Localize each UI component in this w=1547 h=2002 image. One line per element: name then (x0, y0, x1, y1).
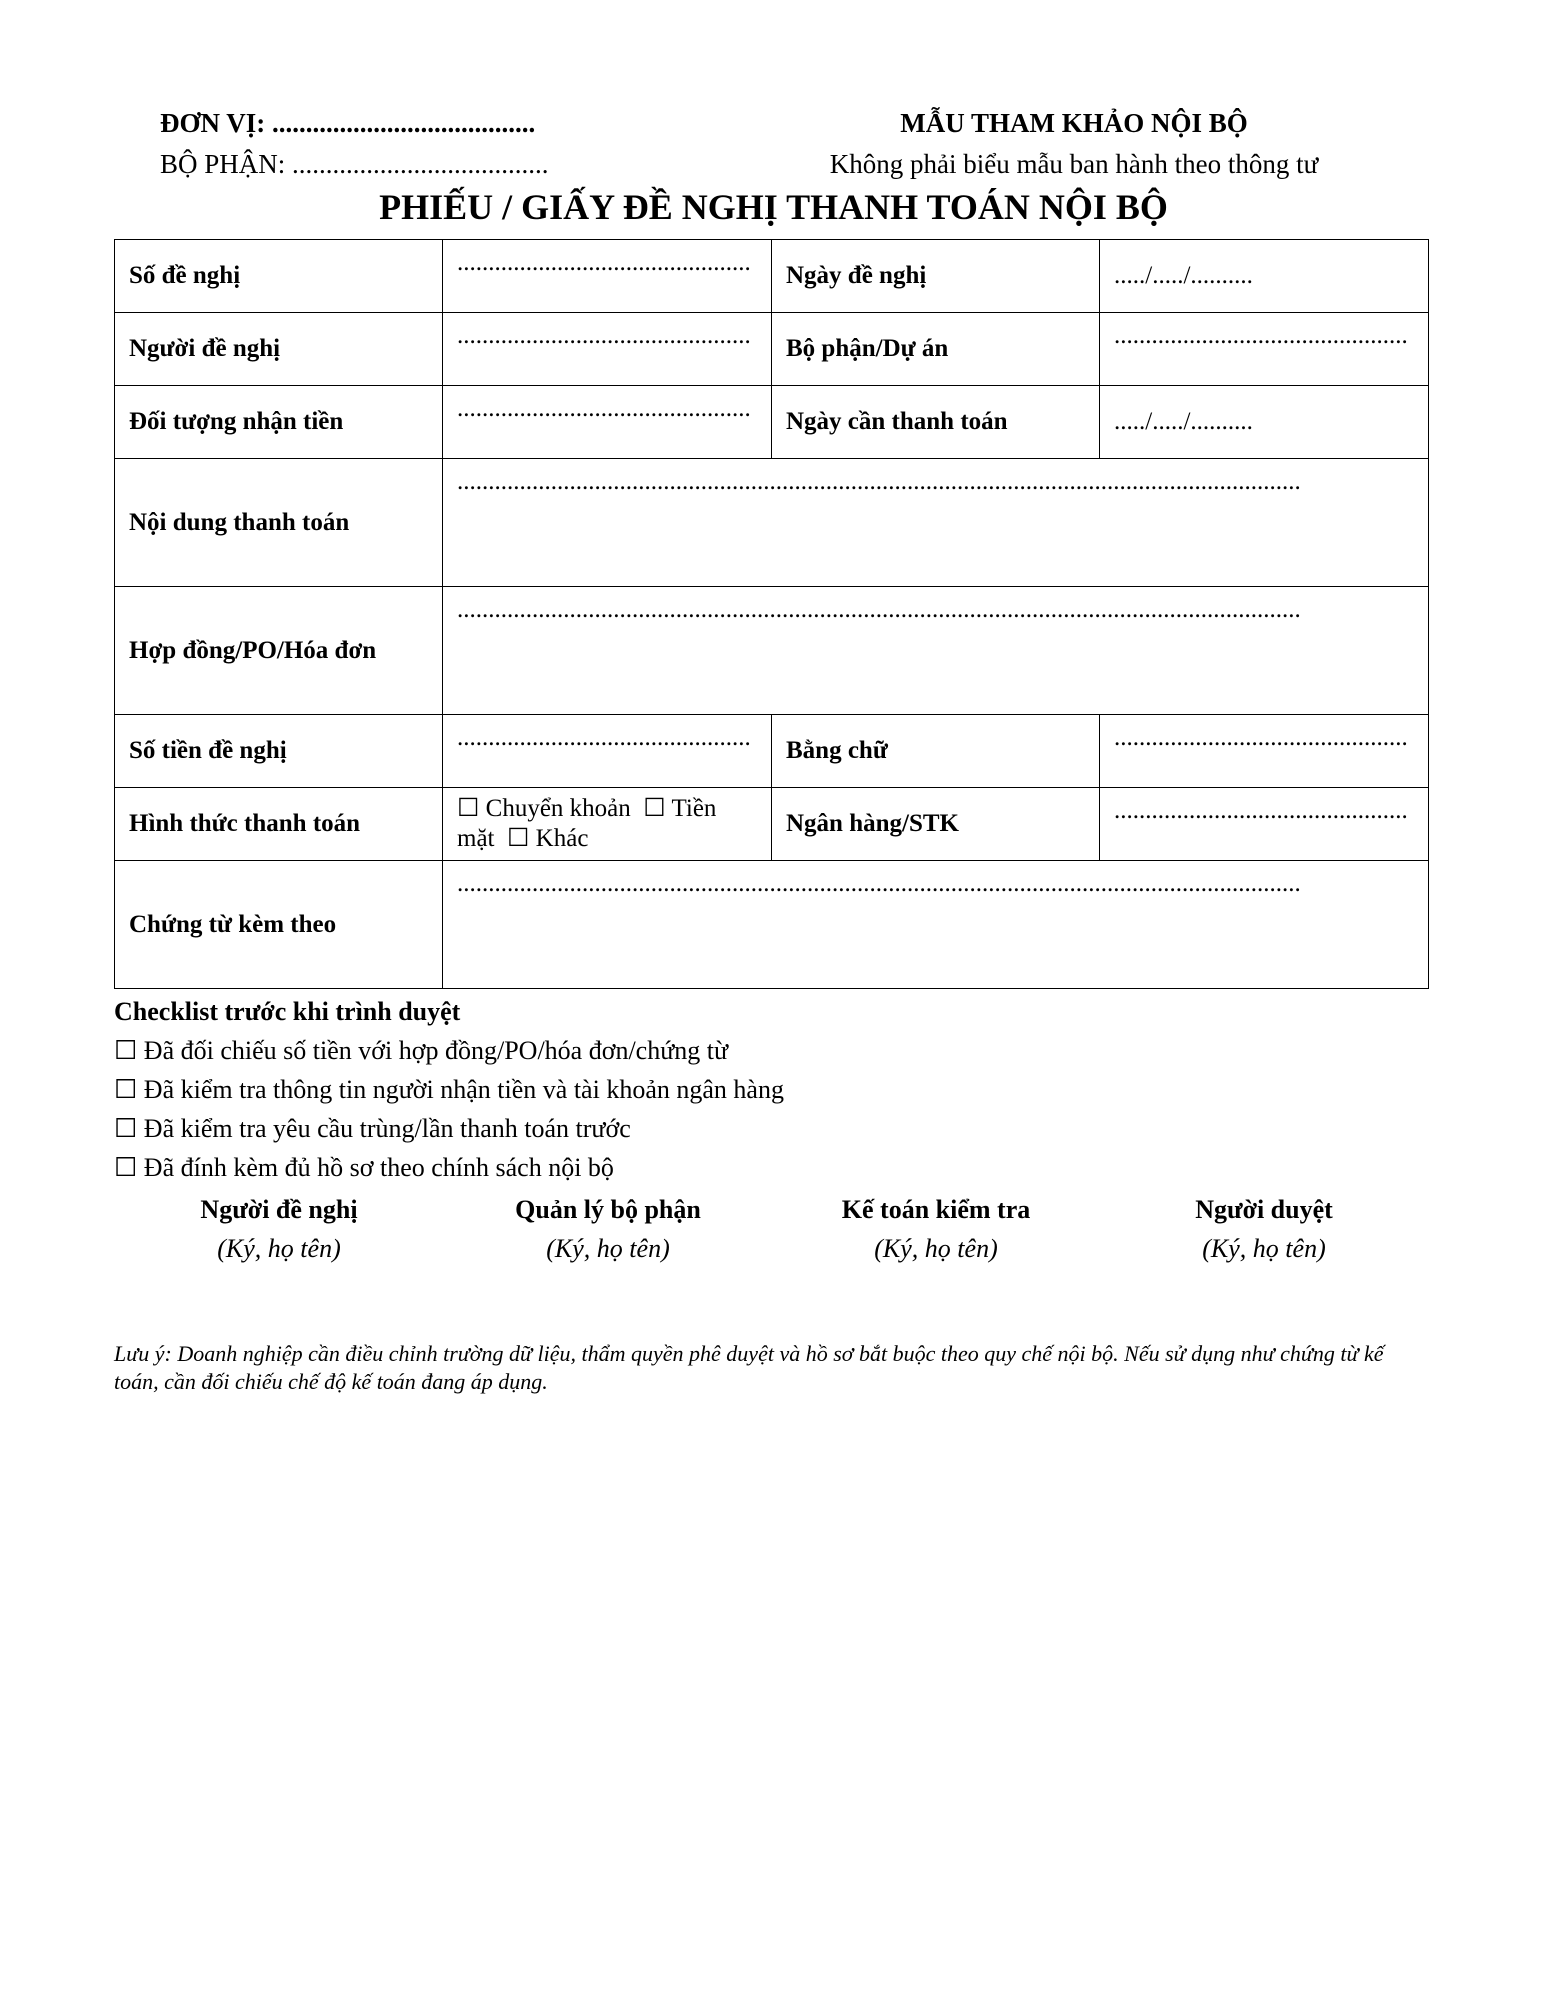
content-field[interactable]: ....................................................................................................................................... (443, 459, 1429, 587)
signature-hint: (Ký, họ tên) (217, 1234, 341, 1263)
due-date-field[interactable]: ...../...../.......... (1100, 386, 1429, 459)
request-no-label: Số đề nghị (115, 240, 443, 313)
table-row (115, 386, 1429, 459)
method-option-cash[interactable]: ☐ Tiền mặt (457, 795, 717, 852)
template-note: Không phải biểu mẫu ban hành theo thông tư (829, 149, 1319, 179)
signature-block-dept-manager (443, 1190, 773, 1268)
contract-label: Hợp đồng/PO/Hóa đơn (115, 587, 443, 715)
signature-block-approver (1099, 1190, 1429, 1268)
method-option-transfer[interactable]: ☐ Chuyển khoản (457, 795, 631, 822)
checklist-item[interactable]: ☐ Đã đính kèm đủ hồ sơ theo chính sách nội bộ (114, 1153, 614, 1182)
method-option-other[interactable]: ☐ Khác (507, 825, 589, 852)
amount-words-label: Bằng chữ (772, 715, 1100, 788)
content-label: Nội dung thanh toán (115, 459, 443, 587)
footnote: Lưu ý: Doanh nghiệp cần điều chỉnh trường dữ liệu, thẩm quyền phê duyệt và hồ sơ bắt buộc theo quy chế nội bộ. Nếu sử dụng như chứng từ kế toán, cần đối chiếu chế độ kế toán đang áp dụng. (114, 1341, 1384, 1394)
amount-words-field[interactable]: ............................................... (1100, 715, 1429, 788)
bank-field[interactable]: ............................................... (1100, 788, 1429, 861)
request-date-label: Ngày đề nghị (772, 240, 1100, 313)
requester-label: Người đề nghị (115, 313, 443, 386)
form-title: PHIẾU / GIẤY ĐỀ NGHỊ THANH TOÁN NỘI BỘ (379, 187, 1168, 227)
payment-request-table (114, 239, 1429, 989)
signature-role: Quản lý bộ phận (515, 1195, 701, 1224)
signature-role: Người duyệt (1195, 1195, 1333, 1224)
bank-label: Ngân hàng/STK (772, 788, 1100, 861)
table-row (115, 861, 1429, 989)
signature-block-requester (114, 1190, 444, 1268)
checklist-item[interactable]: ☐ Đã kiểm tra yêu cầu trùng/lần thanh toán trước (114, 1114, 631, 1143)
attachments-field[interactable]: ....................................................................................................................................... (443, 861, 1429, 989)
method-options (443, 788, 772, 861)
due-date-label: Ngày cần thanh toán (772, 386, 1100, 459)
requester-field[interactable]: ............................................... (443, 313, 772, 386)
signature-block-accountant (771, 1190, 1101, 1268)
signature-hint: (Ký, họ tên) (1202, 1234, 1326, 1263)
signature-hint: (Ký, họ tên) (874, 1234, 998, 1263)
table-row (115, 459, 1429, 587)
table-row (115, 715, 1429, 788)
checklist (114, 992, 784, 1187)
request-no-field[interactable]: ............................................... (443, 240, 772, 313)
amount-label: Số tiền đề nghị (115, 715, 443, 788)
request-date-field[interactable]: ...../...../.......... (1100, 240, 1429, 313)
checklist-title: Checklist trước khi trình duyệt (114, 997, 461, 1026)
dept-project-label: Bộ phận/Dự án (772, 313, 1100, 386)
attachments-label: Chứng từ kèm theo (115, 861, 443, 989)
table-row (115, 788, 1429, 861)
table-row (115, 313, 1429, 386)
payee-field[interactable]: ............................................... (443, 386, 772, 459)
payee-label: Đối tượng nhận tiền (115, 386, 443, 459)
signature-role: Người đề nghị (200, 1195, 358, 1224)
table-row (115, 240, 1429, 313)
table-row (115, 587, 1429, 715)
checklist-item[interactable]: ☐ Đã kiểm tra thông tin người nhận tiền và tài khoản ngân hàng (114, 1075, 784, 1104)
unit-field: ĐƠN VỊ: ....................................... (160, 108, 536, 138)
template-tag: MẪU THAM KHẢO NỘI BỘ (900, 108, 1248, 138)
checklist-item[interactable]: ☐ Đã đối chiếu số tiền với hợp đồng/PO/hóa đơn/chứng từ (114, 1036, 729, 1065)
department-field: BỘ PHẬN: ...................................... (160, 149, 549, 179)
signature-role: Kế toán kiểm tra (841, 1195, 1031, 1224)
dept-project-field[interactable]: ............................................... (1100, 313, 1429, 386)
contract-field[interactable]: ....................................................................................................................................... (443, 587, 1429, 715)
amount-field[interactable]: ............................................... (443, 715, 772, 788)
method-label: Hình thức thanh toán (115, 788, 443, 861)
signature-hint: (Ký, họ tên) (546, 1234, 670, 1263)
